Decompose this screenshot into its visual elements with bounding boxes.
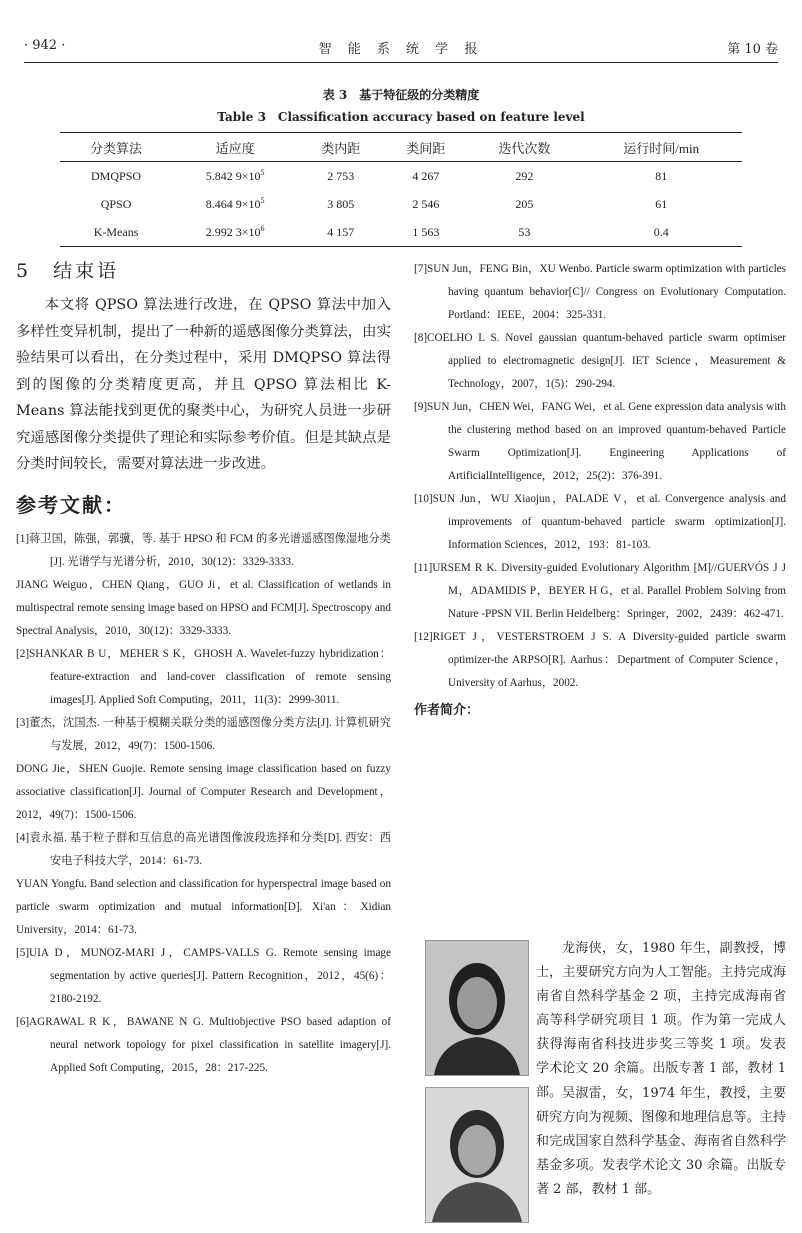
portrait-icon <box>426 1088 528 1222</box>
references-heading: 参考文献： <box>16 492 126 517</box>
cell-intra: 4 157 <box>298 218 383 247</box>
table-row <box>60 162 742 191</box>
col-header: 类间距 <box>383 133 468 162</box>
reference-translation: YUAN Yongfu. Band selection and classification for hyperspectral image based on particle swarm optimization and mutual information[D]. Xi'an：Xidian University，2014：61-73. <box>16 877 391 936</box>
table-row <box>60 218 742 247</box>
cell-algo: QPSO <box>100 196 132 211</box>
reference-translation: JIANG Weiguo，CHEN Qiang，GUO Ji，et al. Classification of wetlands in multispectral remote sensing image based on HPSO and FCM[J]. Spectroscopy and Spectral Analysis，2010，30(12)：3329-3333. <box>16 578 391 637</box>
col-header: 运行时间/min <box>580 133 742 162</box>
author-bio <box>536 1082 786 1202</box>
cell-iter: 53 <box>468 218 580 247</box>
reference-item: [9]SUN Jun，CHEN Wei，FANG Wei，et al. Gene expression data analysis with the clustering method based on an improved quantum-behaved Particle Swarm Optimization[J]. Engineering Applications of ArtificialIntelligence，2012，25(2)：376-391. <box>414 401 786 482</box>
table-caption-cn: 表 3 基于特征级的分类精度 <box>322 88 480 102</box>
fitness-exponent: 5 <box>260 168 265 177</box>
reference-item: [11]URSEM R K. Diversity-guided Evolutionary Algorithm [M]//GUERVÓS J J M，ADAMIDIS P，BEYER H G，et al. Parallel Problem Solving from Nature -PPSN VII. Berlin Heidelberg：Springer，2002，2439：462-471. <box>414 562 786 620</box>
fitness-mantissa: 2.992 3×10 <box>205 225 261 239</box>
cell-fitness <box>172 218 298 247</box>
col-header: 迭代次数 <box>468 133 580 162</box>
fitness-exponent: 6 <box>260 224 265 233</box>
page-header <box>24 38 778 58</box>
cell-intra: 3 805 <box>327 196 355 211</box>
author-photo <box>425 940 529 1076</box>
author-photo <box>425 1087 529 1223</box>
conclusion-heading: 5 结束语 <box>16 260 120 282</box>
col-header: 适应度 <box>172 133 298 162</box>
author-bio-heading: 作者简介： <box>414 703 480 718</box>
reference-item: [1]蒋卫国，陈强，郭骥，等. 基于 HPSO 和 FCM 的多光谱遥感图像湿地分类[J]. 光谱学与光谱分析，2010，30(12)：3329-3333. <box>16 532 391 568</box>
reference-item: [2]SHANKAR B U，MEHER S K，GHOSH A. Wavelet-fuzzy hybridization：feature-extraction and land-cover classification of remote sensing images[J]. Applied Soft Computing，2011，11(3)：2999-3011. <box>16 647 391 706</box>
left-column <box>16 258 391 1080</box>
fitness-mantissa: 8.464 9×10 <box>205 197 261 211</box>
table-header-row <box>60 133 742 162</box>
volume-label: 第 10 卷 <box>727 42 778 57</box>
reference-item: [5]UIA D，MUNOZ-MARI J，CAMPS-VALLS G. Remote sensing image segmentation by active queries[J]. Pattern Recognition，2012，45(6)：2180-2192. <box>16 946 391 1005</box>
reference-item: [4]袁永福. 基于粒子群和互信息的高光谱图像波段选择和分类[D]. 西安：西安电子科技大学，2014：61-73. <box>16 831 391 867</box>
conclusion-text: 本文将 QPSO 算法进行改进，在 QPSO 算法中加入多样性变异机制，提出了一种新的遥感图像分类算法，由实验结果可以看出，在分类过程中，采用 DMQPSO 算法得到的图像的分类精度更高，并且 QPSO 算法相比 K-Means 算法能找到更优的聚类中心，为研究人员进一步研究遥感图像分类提供了理论和实际参考价值。但是其缺点是分类时间较长，需要对算法进一步改进。 <box>16 297 391 472</box>
cell-inter: 2 546 <box>412 196 440 211</box>
cell-time: 81 <box>655 168 668 183</box>
reference-item: [12]RIGET J，VESTERSTROEM J S. A Diversity-guided particle swarm optimizer-the ARPSO[R]. Aarhus：Department of Computer Science，University of Aarhus，2002. <box>414 631 786 689</box>
cell-inter: 4 267 <box>412 168 440 183</box>
author-bio-text: 龙海侠，女，1980 年生，副教授，博士，主要研究方向为人工智能。主持完成海南省自然科学基金 2 项，主持完成海南省高等科学研究项目 1 项。作为第一完成人获得海南省科技进步奖三等奖 1 项。发表学术论文 20 余篇。出版专著 1 部，教材 1 部。 <box>536 941 786 1100</box>
right-column <box>414 258 786 729</box>
author-bio-text: 吴淑雷，女，1974 年生，教授，主要研究方向为视频、图像和地理信息等。主持和完成国家自然科学基金、海南省自然科学基金多项。发表学术论文 30 余篇。出版专著 2 部，教材 1 部。 <box>536 1086 786 1197</box>
reference-item: [3]董杰，沈国杰. 一种基于模糊关联分类的遥感图像分类方法[J]. 计算机研究与发展，2012，49(7)：1500-1506. <box>16 716 391 752</box>
cell-iter: 292 <box>515 168 534 183</box>
reference-item: [6]AGRAWAL R K，BAWANE N G. Multiobjective PSO based adaption of neural network topology for pixel classification in satellite imagery[J]. Applied Soft Computing，2015，28：217-225. <box>16 1015 391 1074</box>
cell-time: 61 <box>655 196 668 211</box>
author-bio <box>536 937 786 1105</box>
col-header: 类内距 <box>298 133 383 162</box>
cell-time: 0.4 <box>580 218 742 247</box>
journal-name: 智 能 系 统 学 报 <box>318 42 484 57</box>
cell-fitness <box>172 190 298 218</box>
header-rule <box>24 62 778 63</box>
reference-item: [8]COELHO L S. Novel gaussian quantum-behaved particle swarm optimiser applied to electromagnetic design[J]. IET Science，Measurement & Technology，2007，1(5)：290-294. <box>414 332 786 390</box>
cell-algo: K-Means <box>60 218 172 247</box>
fitness-mantissa: 5.842 9×10 <box>205 169 261 183</box>
col-header: 分类算法 <box>60 133 172 162</box>
cell-algo: DMQPSO <box>91 168 142 183</box>
cell-fitness <box>172 162 298 191</box>
reference-item: [10]SUN Jun，WU Xiaojun，PALADE V，et al. Convergence analysis and improvements of quantum-behaved particle swarm optimization[J]. Information Sciences，2012，193：81-103. <box>414 493 786 551</box>
cell-inter: 1 563 <box>383 218 468 247</box>
cell-iter: 205 <box>515 196 534 211</box>
reference-translation: DONG Jie，SHEN Guojie. Remote sensing image classification based on fuzzy associative classification[J]. Journal of Computer Research and Development，2012，49(7)：1500-1506. <box>16 762 391 821</box>
table-caption-en: Table 3 Classification accuracy based on feature level <box>217 110 585 124</box>
accuracy-table <box>60 132 742 247</box>
page-number: · 942 · <box>24 38 66 53</box>
reference-item: [7]SUN Jun，FENG Bin，XU Wenbo. Particle swarm optimization with particles having quantum behavior[C]// Congress on Evolutionary Computation. Portland：IEEE，2004：325-331. <box>414 263 786 321</box>
portrait-icon <box>426 941 528 1075</box>
table-row <box>60 190 742 218</box>
cell-intra: 2 753 <box>327 168 355 183</box>
fitness-exponent: 5 <box>260 196 265 205</box>
